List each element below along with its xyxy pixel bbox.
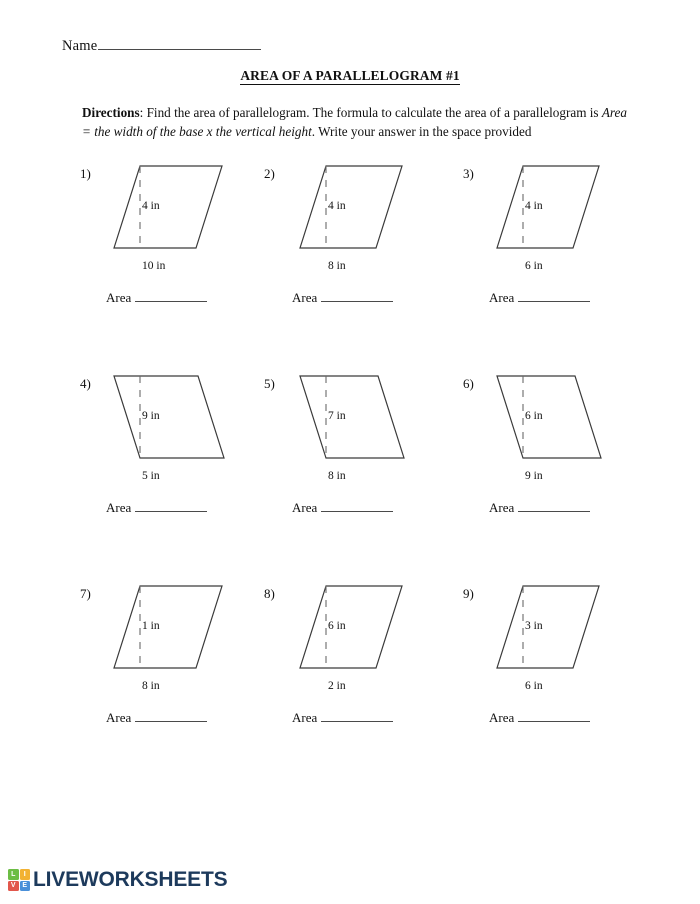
base-label: 9 in xyxy=(525,470,543,482)
parallelogram-svg xyxy=(495,372,615,468)
height-label: 3 in xyxy=(525,620,543,632)
name-label: Name xyxy=(62,38,98,54)
parallelogram-figure xyxy=(298,162,418,258)
name-field[interactable] xyxy=(62,38,261,55)
base-label: 8 in xyxy=(328,470,346,482)
area-answer-input[interactable] xyxy=(135,291,207,302)
parallelogram-svg xyxy=(112,372,232,468)
parallelogram-svg xyxy=(495,582,615,678)
area-answer-row[interactable] xyxy=(292,290,393,306)
area-answer-input[interactable] xyxy=(321,291,393,302)
parallelogram-figure xyxy=(112,162,232,258)
liveworksheets-logo[interactable] xyxy=(8,868,227,892)
problem-number: 3) xyxy=(463,166,474,181)
height-label: 6 in xyxy=(525,410,543,422)
area-label: Area xyxy=(292,500,318,515)
directions-formula: Area = the width of the base x the vertical height xyxy=(82,105,627,140)
parallelogram-svg xyxy=(112,582,232,678)
logo-tile-l: L xyxy=(8,869,19,880)
area-answer-input[interactable] xyxy=(518,501,590,512)
area-answer-row[interactable] xyxy=(106,710,207,726)
area-answer-row[interactable] xyxy=(489,710,590,726)
problem-3 xyxy=(455,160,660,360)
parallelogram-figure xyxy=(112,372,232,468)
logo-mark-icon xyxy=(8,869,30,891)
area-label: Area xyxy=(292,290,318,305)
directions-text-2: . Write your answer in the space provided xyxy=(311,124,532,140)
area-label: Area xyxy=(106,500,132,515)
logo-tile-i: I xyxy=(20,869,31,880)
parallelogram-figure xyxy=(112,582,232,678)
parallelogram-svg xyxy=(298,372,418,468)
parallelogram-figure xyxy=(495,582,615,678)
parallelogram-svg xyxy=(298,162,418,258)
height-label: 4 in xyxy=(142,200,160,212)
height-label: 4 in xyxy=(328,200,346,212)
area-label: Area xyxy=(489,500,515,515)
problem-number: 4) xyxy=(80,376,91,391)
problem-2 xyxy=(258,160,463,360)
area-answer-input[interactable] xyxy=(135,711,207,722)
problem-row xyxy=(0,580,700,790)
area-answer-input[interactable] xyxy=(518,291,590,302)
area-answer-input[interactable] xyxy=(135,501,207,512)
parallelogram-svg xyxy=(112,162,232,258)
base-label: 10 in xyxy=(142,260,166,272)
area-label: Area xyxy=(489,710,515,725)
problem-row xyxy=(0,370,700,580)
problem-grid xyxy=(0,160,700,790)
area-label: Area xyxy=(292,710,318,725)
problem-1 xyxy=(72,160,277,360)
height-label: 6 in xyxy=(328,620,346,632)
area-answer-input[interactable] xyxy=(321,501,393,512)
base-label: 6 in xyxy=(525,260,543,272)
logo-tile-v: V xyxy=(8,881,19,892)
problem-9 xyxy=(455,580,660,780)
area-answer-row[interactable] xyxy=(489,290,590,306)
problem-7 xyxy=(72,580,277,780)
problem-number: 2) xyxy=(264,166,275,181)
parallelogram-figure xyxy=(495,372,615,468)
height-label: 1 in xyxy=(142,620,160,632)
area-label: Area xyxy=(106,710,132,725)
parallelogram-figure xyxy=(298,582,418,678)
problem-number: 5) xyxy=(264,376,275,391)
area-answer-row[interactable] xyxy=(106,290,207,306)
area-answer-row[interactable] xyxy=(106,500,207,516)
problem-number: 9) xyxy=(463,586,474,601)
area-answer-row[interactable] xyxy=(489,500,590,516)
parallelogram-figure xyxy=(298,372,418,468)
problem-number: 8) xyxy=(264,586,275,601)
page-title-text: AREA OF A PARALLELOGRAM #1 xyxy=(240,68,460,83)
height-label: 9 in xyxy=(142,410,160,422)
problem-number: 6) xyxy=(463,376,474,391)
problem-5 xyxy=(258,370,463,570)
base-label: 8 in xyxy=(142,680,160,692)
area-label: Area xyxy=(106,290,132,305)
base-label: 8 in xyxy=(328,260,346,272)
parallelogram-svg xyxy=(298,582,418,678)
problem-number: 1) xyxy=(80,166,91,181)
problem-number: 7) xyxy=(80,586,91,601)
name-input-rule[interactable] xyxy=(98,38,261,50)
directions-block xyxy=(82,103,627,141)
base-label: 6 in xyxy=(525,680,543,692)
logo-tile-e: E xyxy=(20,881,31,892)
problem-6 xyxy=(455,370,660,570)
height-label: 7 in xyxy=(328,410,346,422)
base-label: 5 in xyxy=(142,470,160,482)
area-answer-row[interactable] xyxy=(292,500,393,516)
height-label: 4 in xyxy=(525,200,543,212)
area-label: Area xyxy=(489,290,515,305)
area-answer-input[interactable] xyxy=(518,711,590,722)
parallelogram-svg xyxy=(495,162,615,258)
directions-lead: Directions xyxy=(82,105,140,120)
base-label: 2 in xyxy=(328,680,346,692)
problem-8 xyxy=(258,580,463,780)
area-answer-row[interactable] xyxy=(292,710,393,726)
problem-4 xyxy=(72,370,277,570)
area-answer-input[interactable] xyxy=(321,711,393,722)
logo-wordmark: LIVEWORKSHEETS xyxy=(33,868,228,891)
directions-text-1: : Find the area of parallelogram. The formula to calculate the area of a parallelogram is xyxy=(139,105,602,120)
parallelogram-figure xyxy=(495,162,615,258)
page-title xyxy=(0,68,700,84)
problem-row xyxy=(0,160,700,370)
